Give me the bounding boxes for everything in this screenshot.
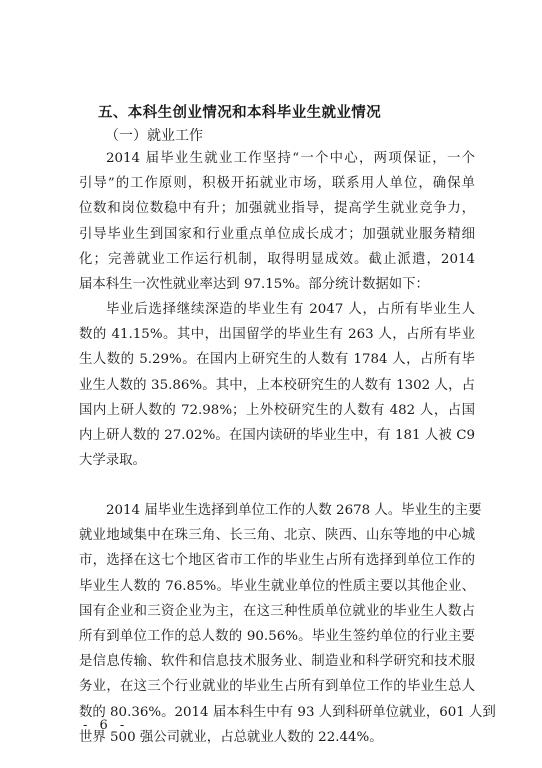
paragraph-line: 毕业后选择继续深造的毕业生有 2047 人，占所有毕业生人	[106, 302, 475, 317]
paragraph-line: 市，选择在这七个地区省市工作的毕业生占所有选择到单位工作的	[79, 553, 475, 569]
paragraph-line: 生人数的 5.29%。在国内上研究生的人数有 1784 人，占所有毕	[79, 352, 475, 368]
page-number: - 6 -	[83, 718, 129, 733]
paragraph-line: 2014 届毕业生就业工作坚持“一个中心，两项保证，一个	[106, 151, 475, 166]
paragraph-line: 位数和岗位数稳中有升；加强就业指导，提高学生就业竞争力，	[79, 201, 475, 217]
section-heading: 五、本科生创业情况和本科毕业生就业情况	[98, 105, 382, 121]
paragraph-line: 国有企业和三资企业为主，在这三种性质单位就业的毕业生人数占	[79, 603, 475, 619]
paragraph-line: 务业，在这三个行业就业的毕业生占所有到单位工作的毕业生总人	[79, 679, 475, 695]
paragraph-employment-units	[79, 498, 496, 750]
paragraph-line: 化；完善就业工作运行机制，取得明显成效。截止派遣，2014	[79, 251, 475, 267]
paragraph-line: 内上研人数的 27.02%。在国内读研的毕业生中，有 181 人被 C9	[79, 427, 475, 443]
paragraph-line: 引导”的工作原则，积极开拓就业市场，联系用人单位，确保单	[79, 176, 475, 192]
paragraph-line: 国内上研人数的 72.98%；上外校研究生的人数有 482 人，占国	[79, 402, 475, 418]
paragraph-line: 数的 41.15%。其中，出国留学的毕业生有 263 人，占所有毕业	[79, 327, 475, 343]
subsection-heading: （一）就业工作	[105, 128, 203, 144]
paragraph-employment-principles	[79, 146, 475, 297]
paragraph-line: 是信息传输、软件和信息技术服务业、制造业和科学研究和技术服	[79, 654, 475, 670]
paragraph-line: 2014 届毕业生选择到单位工作的人数 2678 人。毕业生的主要	[106, 503, 482, 518]
paragraph-line: 引导毕业生到国家和行业重点单位成长成才；加强就业服务精细	[79, 226, 475, 242]
paragraph-line: 世界 500 强公司就业，占总就业人数的 22.44%。	[79, 729, 383, 745]
paragraph-line: 毕业生人数的 76.85%。毕业生就业单位的性质主要以其他企业、	[79, 578, 475, 594]
paragraph-line: 届本科生一次性就业率达到 97.15%。部分统计数据如下：	[79, 276, 429, 292]
paragraph-line: 数的 80.36%。2014 届本科生中有 93 人到科研单位就业，601 人到	[79, 704, 496, 720]
paragraph-further-study	[79, 297, 475, 473]
paragraph-line: 所有到单位工作的总人数的 90.56%。毕业生签约单位的行业主要	[79, 628, 475, 644]
paragraph-line: 业生人数的 35.86%。其中，上本校研究生的人数有 1302 人，占	[79, 377, 475, 393]
paragraph-line: 大学录取。	[79, 453, 146, 469]
paragraph-line: 就业地域集中在珠三角、长三角、北京、陕西、山东等地的中心城	[79, 528, 475, 544]
